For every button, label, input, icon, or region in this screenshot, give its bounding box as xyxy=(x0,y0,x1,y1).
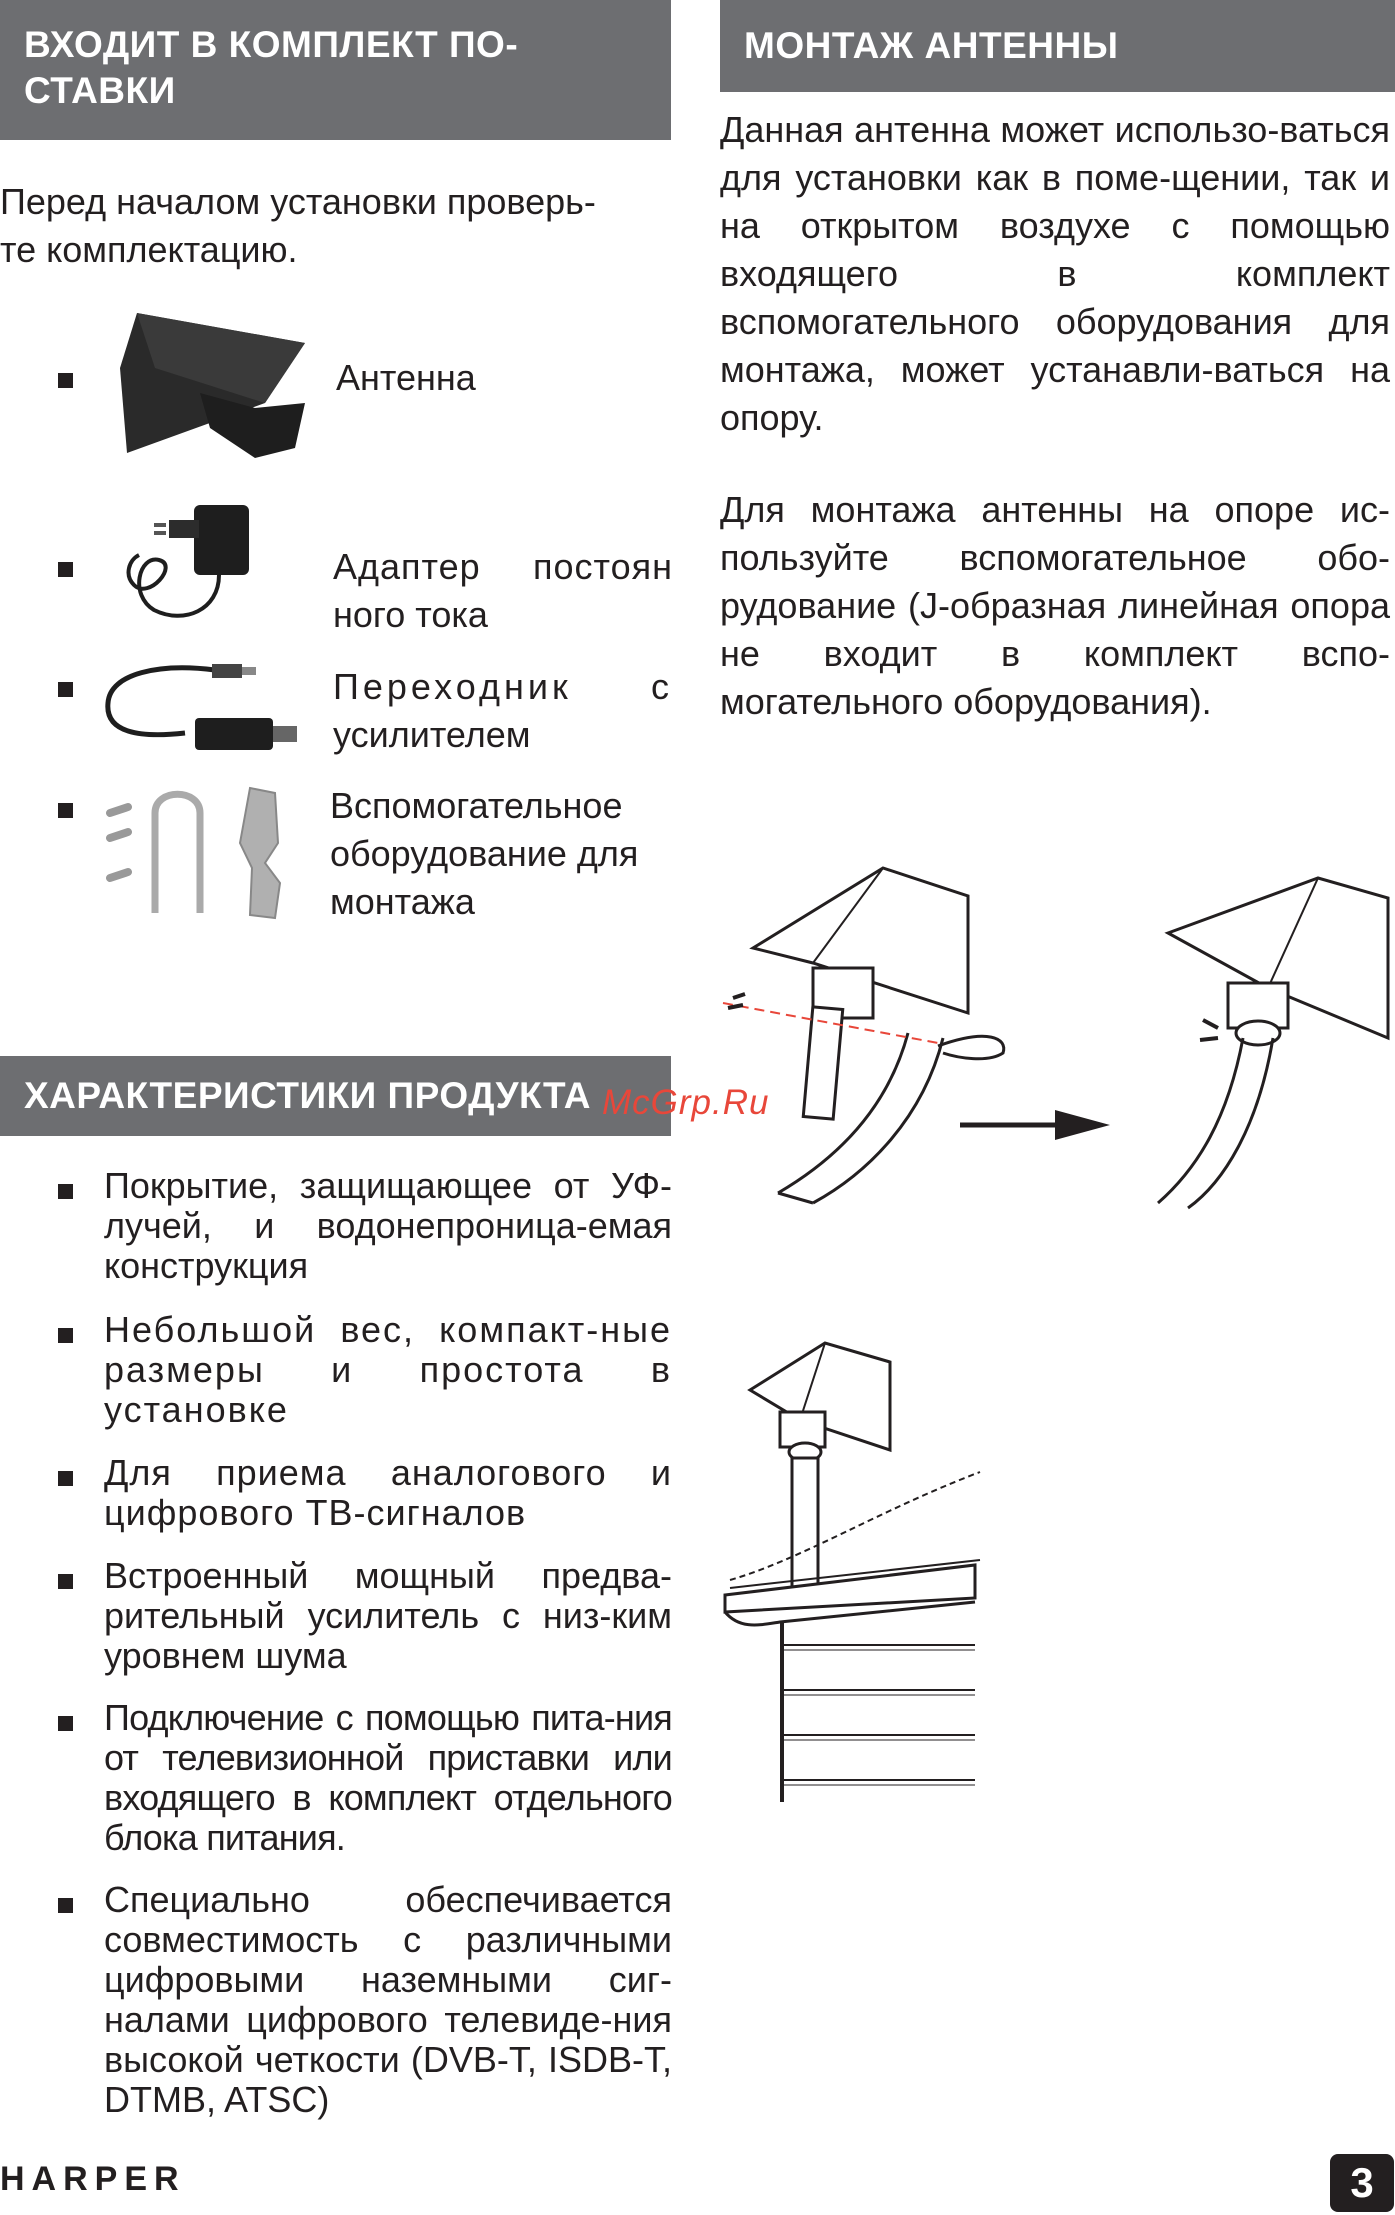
kit-item-label-hardware xyxy=(330,782,675,926)
feature-bullet xyxy=(58,1716,73,1731)
feature-text: Небольшой вес, компакт-ные размеры и простота в установке xyxy=(104,1309,672,1430)
mounted-antenna-illustration xyxy=(1148,878,1388,1208)
mounting-hardware-icon xyxy=(100,783,300,923)
brand-logo: HARPER xyxy=(0,2160,186,2198)
kit-intro-line1: Перед началом установки проверь- xyxy=(0,181,596,222)
kit-item-label-line: усилителем xyxy=(333,714,531,755)
kit-item-bullet xyxy=(58,682,73,697)
arrow-right-icon xyxy=(960,1105,1110,1145)
adapter-cable-icon xyxy=(100,658,310,758)
kit-item-bullet xyxy=(58,803,73,818)
kit-header-line1: ВХОДИТ В КОМПЛЕКТ ПО- xyxy=(24,24,519,65)
feature-text: Встроенный мощный предва-рительный усилитель с низ-ким уровнем шума xyxy=(104,1555,672,1676)
mount-section-header xyxy=(720,0,1395,92)
feature-text: Покрытие, защищающее от УФ-лучей, и водонепроница-емая конструкция xyxy=(104,1165,672,1286)
feature-text: Для приема аналогового и цифрового ТВ-сигналов xyxy=(104,1452,672,1533)
feature-bullet xyxy=(58,1184,73,1199)
house-roof-illustration xyxy=(720,1340,1000,1810)
kit-item-label-line: Вспомогательное xyxy=(330,785,623,826)
kit-item-label-line: монтажа xyxy=(330,881,475,922)
kit-intro-line2: те комплектацию. xyxy=(0,229,298,270)
antenna-icon xyxy=(115,308,305,458)
kit-item-label-line: Переходник с xyxy=(333,666,673,707)
feature-bullet xyxy=(58,1574,73,1589)
features-section-header xyxy=(0,1056,671,1136)
feature-item xyxy=(0,1698,672,1858)
mount-paragraph-2: Для монтажа антенны на опоре ис-пользуйте вспомогательное обо-рудование (J-образная линейная опора не входит в комплект вспо-могательного оборудования). xyxy=(720,489,1390,722)
kit-header-line2: СТАВКИ xyxy=(24,70,176,111)
feature-text: Подключение с помощью пита-ния от телевизионной приставки или входящего в комплект отдельного блока питания. xyxy=(104,1697,672,1858)
kit-intro xyxy=(0,178,672,274)
kit-item-label-antenna: Антенна xyxy=(336,357,476,398)
mounting-step-illustration xyxy=(718,858,1038,1208)
watermark: McGrp.Ru xyxy=(602,1083,770,1122)
features-header-text: ХАРАКТЕРИСТИКИ ПРОДУКТА xyxy=(24,1075,591,1116)
feature-item xyxy=(0,1453,672,1533)
feature-text: Специально обеспечивается совместимость с различными цифровыми наземными сиг-налами цифрового телевиде-ния высокой четкости (DVB-T, ISDB-T, DTMB, ATSC) xyxy=(104,1879,672,2120)
feature-bullet xyxy=(58,1328,73,1343)
feature-item xyxy=(0,1556,672,1676)
kit-item-label-adapter xyxy=(333,663,673,759)
mount-header-text: МОНТАЖ АНТЕННЫ xyxy=(744,25,1119,66)
kit-section-header xyxy=(0,0,671,140)
kit-item-bullet xyxy=(58,373,73,388)
power-adapter-icon xyxy=(124,500,254,630)
feature-item xyxy=(0,1880,672,2120)
mount-paragraph-1: Данная антенна может использо-ваться для установки как в поме-щении, так и на открытом воздухе с помощью входящего в комплект вспомогательного оборудования для монтажа, может устанавли-ваться на опору. xyxy=(720,109,1390,438)
feature-item xyxy=(0,1166,672,1286)
page-number: 3 xyxy=(1330,2154,1394,2212)
kit-item-label-line: оборудование для xyxy=(330,833,639,874)
kit-item-label-line: ного тока xyxy=(333,594,488,635)
kit-item-label-line: Адаптер постоян xyxy=(333,546,673,587)
feature-bullet xyxy=(58,1471,73,1486)
feature-item xyxy=(0,1310,672,1430)
kit-item-label-power-adapter xyxy=(333,543,673,639)
feature-bullet xyxy=(58,1898,73,1913)
kit-item-bullet xyxy=(58,562,73,577)
